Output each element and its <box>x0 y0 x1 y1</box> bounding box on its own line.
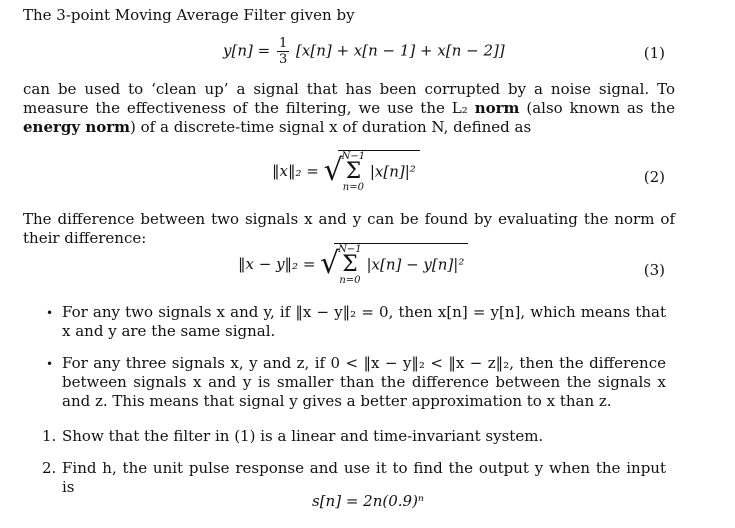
sqrt-icon: √ <box>323 153 343 188</box>
paragraph-norm <box>23 80 675 137</box>
equation-2 <box>0 150 735 202</box>
sqrt-icon: √ <box>320 246 340 281</box>
final-equation: s[n] = 2n(0.9)ⁿ <box>312 492 425 510</box>
para2-part1: can be used to ‘clean up’ a signal that has been corrupted by a noise signal. To measure the effectiveness of the filtering, we use the L₂ <box>23 80 675 117</box>
eq3-lhs: ‖x − y‖₂ = <box>238 255 316 273</box>
para2-bold-energy-norm: energy norm <box>23 118 131 136</box>
eq2-sqrt <box>324 150 420 193</box>
eq3-body: |x[n] − y[n]|² <box>366 255 465 274</box>
question-number: 2. <box>42 459 57 477</box>
eq3-sqrt <box>320 243 468 286</box>
equation-3 <box>0 243 735 295</box>
para2-bold-norm: norm <box>474 99 520 117</box>
bullet-marker: • <box>46 306 54 320</box>
eq1-rhs: [x[n] + x[n − 1] + x[n − 2]] <box>296 41 505 60</box>
para2-part2: (also known as the <box>519 99 675 117</box>
bullet-item-2: For any three signals x, y and z, if 0 < ‖x − y‖₂ < ‖x − z‖₂, then the difference between signals x and y is smaller than the difference between the signals x and z. This means that signal y gives a better approximation to x than z. <box>62 354 666 410</box>
bullet-marker: • <box>46 357 54 371</box>
eq2-upper-limit: N−1 <box>341 151 366 162</box>
eq1-lhs: y[n] = <box>223 41 271 60</box>
paragraph-difference: The difference between two signals x and y can be found by evaluating the norm of their difference: <box>23 210 675 247</box>
sigma-icon: Σ <box>345 159 362 184</box>
eq1-fraction <box>277 36 289 67</box>
eq1-denominator: 3 <box>278 52 288 67</box>
eq2-lhs: ‖x‖₂ = <box>272 162 319 180</box>
eq2-sum <box>342 151 366 193</box>
eq2-lower-limit: n=0 <box>342 182 364 193</box>
sigma-icon: Σ <box>342 252 358 277</box>
eq2-number: (2) <box>643 168 665 186</box>
bullet-item-1: For any two signals x and y, if ‖x − y‖₂ = 0, then x[n] = y[n], which means that x and y are the same signal. <box>62 303 666 340</box>
eq3-upper-limit: N−1 <box>338 244 362 255</box>
equation-1 <box>0 34 735 74</box>
eq3-number: (3) <box>643 261 665 279</box>
para2-part3: ) of a discrete-time signal x of duration N, defined as <box>130 118 532 136</box>
question-1: Show that the filter in (1) is a linear and time-invariant system. <box>62 427 544 445</box>
intro-text: The 3-point Moving Average Filter given by <box>23 6 355 24</box>
question-number: 1. <box>42 427 57 445</box>
eq1-number: (1) <box>643 44 665 62</box>
eq2-body: |x[n]|² <box>369 162 416 181</box>
eq3-sum <box>338 244 362 286</box>
question-2: Find h, the unit pulse response and use it to find the output y when the input is <box>62 459 666 496</box>
eq3-lower-limit: n=0 <box>339 275 361 286</box>
eq1-numerator: 1 <box>278 36 288 51</box>
